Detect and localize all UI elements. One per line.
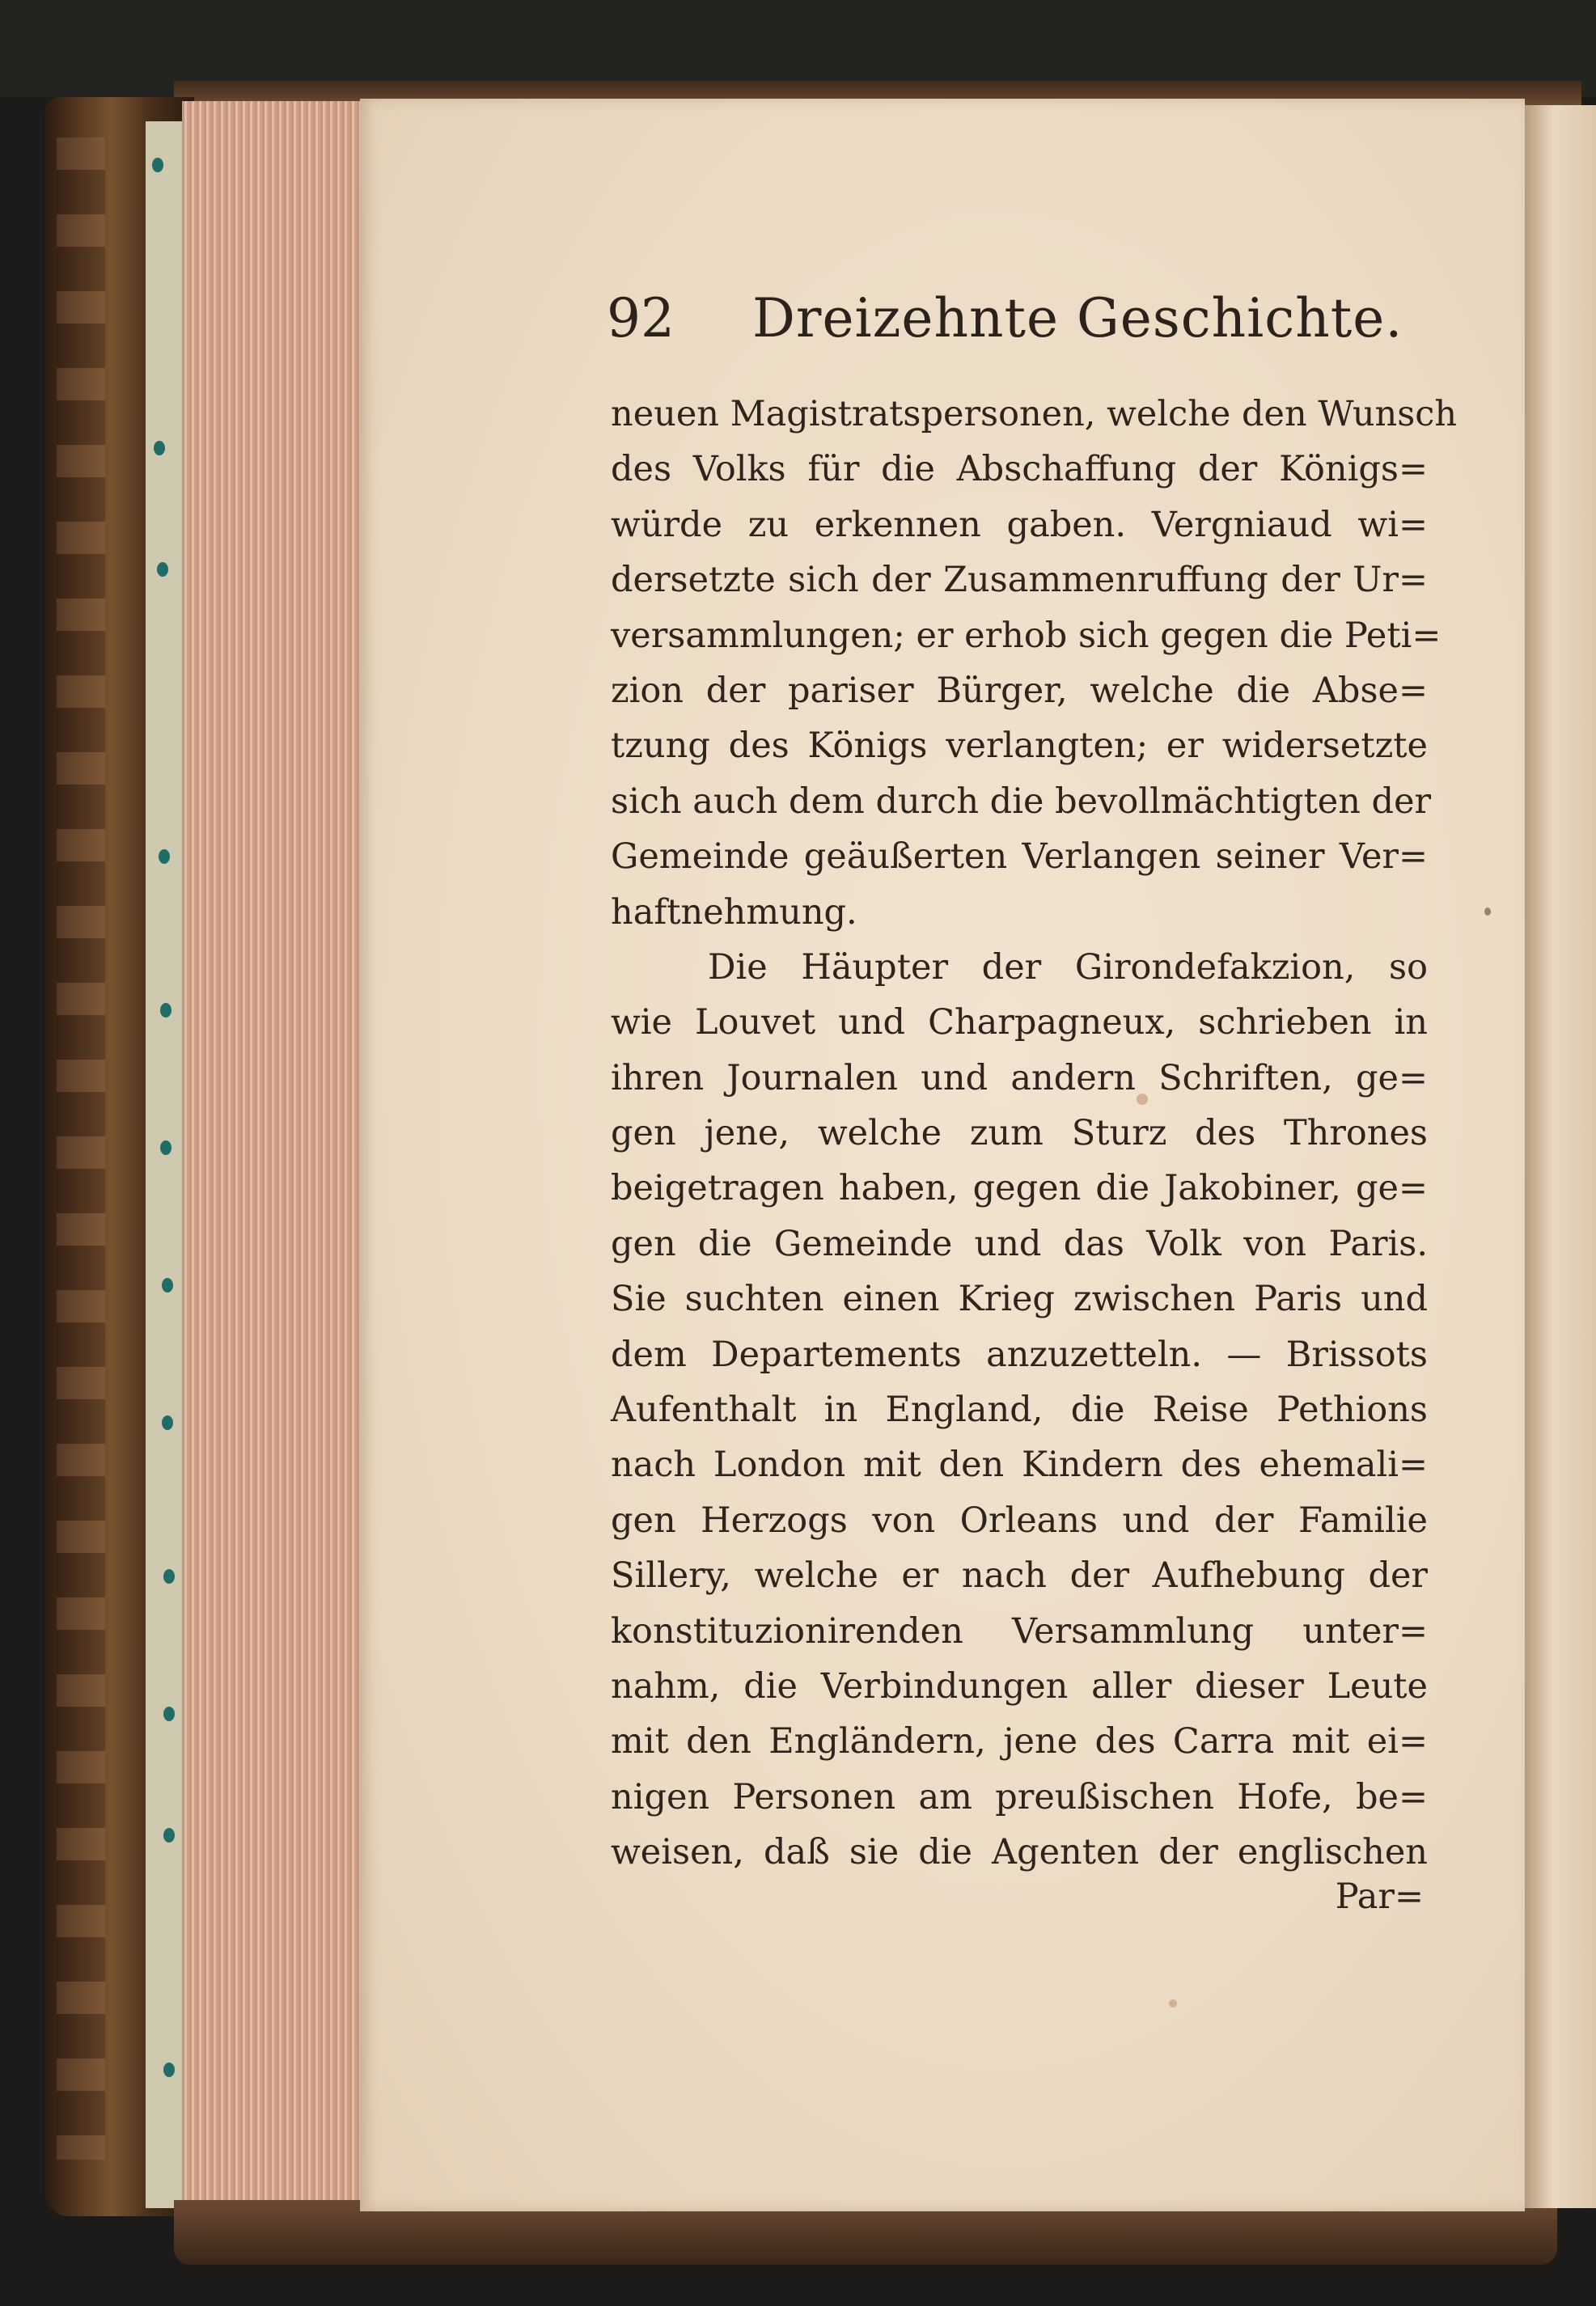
paper-stain bbox=[1169, 1999, 1177, 2008]
text-line: Aufenthalt in England, die Reise Pethions bbox=[611, 1390, 1428, 1431]
text-line: mit den Engländern, jene des Carra mit ei= bbox=[611, 1721, 1428, 1762]
headband-dot bbox=[160, 1140, 171, 1155]
page-edges bbox=[182, 101, 366, 2216]
text-line: Die Häupter der Girondefakzion, so bbox=[708, 946, 1428, 988]
spine-wear bbox=[57, 138, 105, 2160]
headband-dot bbox=[163, 2063, 175, 2077]
headband-dot bbox=[163, 1828, 175, 1843]
text-line: dem Departements anzuzetteln. — Brissots bbox=[611, 1334, 1428, 1375]
text-line: gen jene, welche zum Sturz des Thrones bbox=[611, 1113, 1428, 1154]
text-line: würde zu erkennen gaben. Vergniaud wi= bbox=[611, 504, 1428, 545]
page-number: 92 bbox=[607, 287, 675, 349]
headband-dot bbox=[152, 158, 163, 172]
text-line: wie Louvet und Charpagneux, schrieben in bbox=[611, 1002, 1428, 1043]
headband-dot bbox=[163, 1707, 175, 1721]
text-line: nahm, die Verbindungen aller dieser Leute bbox=[611, 1665, 1428, 1707]
paper-stain bbox=[1484, 908, 1491, 916]
headband-dot bbox=[162, 1278, 173, 1293]
text-line: Sie suchten einen Krieg zwischen Paris und bbox=[611, 1279, 1428, 1320]
headband bbox=[146, 121, 182, 2208]
headband-dot bbox=[163, 1569, 175, 1584]
headband-dot bbox=[157, 562, 168, 577]
text-line: Sillery, welche er nach der Aufhebung der bbox=[611, 1555, 1428, 1597]
text-line: versammlungen; er erhob sich gegen die Peti= bbox=[611, 615, 1441, 656]
text-line: konstituzionirenden Versammlung unter= bbox=[611, 1610, 1428, 1652]
text-line: Gemeinde geäußerten Verlangen seiner Ver= bbox=[611, 836, 1428, 878]
headband-dot bbox=[159, 849, 170, 864]
text-line: nach London mit den Kindern des ehemali= bbox=[611, 1445, 1428, 1486]
body-text bbox=[611, 387, 1458, 1881]
text-line: gen die Gemeinde und das Volk von Paris. bbox=[611, 1223, 1428, 1264]
text-line: gen Herzogs von Orleans und der Familie bbox=[611, 1500, 1428, 1541]
headband-dot bbox=[154, 441, 165, 455]
headband-dot bbox=[160, 1003, 171, 1018]
page-header bbox=[607, 287, 1424, 352]
text-line: ihren Journalen und andern Schriften, ge= bbox=[611, 1057, 1428, 1098]
text-line: haftnehmung. bbox=[611, 891, 857, 933]
text-line: neuen Magistratspersonen, welche den Wunsch bbox=[611, 394, 1458, 434]
text-line: weisen, daß sie die Agenten der englischen bbox=[611, 1832, 1428, 1873]
text-line: des Volks für die Abschaffung der Königs= bbox=[611, 449, 1428, 490]
running-title: Dreizehnte Geschichte. bbox=[752, 287, 1403, 349]
facing-page-edge bbox=[1525, 105, 1596, 2208]
text-line: nigen Personen am preußischen Hofe, be= bbox=[611, 1776, 1428, 1817]
text-line: dersetzte sich der Zusammenruffung der Ur= bbox=[611, 560, 1428, 601]
text-line: beigetragen haben, gegen die Jakobiner, ge= bbox=[611, 1168, 1428, 1209]
headband-dot bbox=[162, 1415, 173, 1430]
text-line: sich auch dem durch die bevollmächtigten der bbox=[611, 781, 1432, 822]
catchword: Par= bbox=[1335, 1877, 1424, 1917]
text-line: tzung des Königs verlangten; er widersetzte bbox=[611, 726, 1428, 767]
text-line: zion der pariser Bürger, welche die Abse= bbox=[611, 670, 1428, 711]
